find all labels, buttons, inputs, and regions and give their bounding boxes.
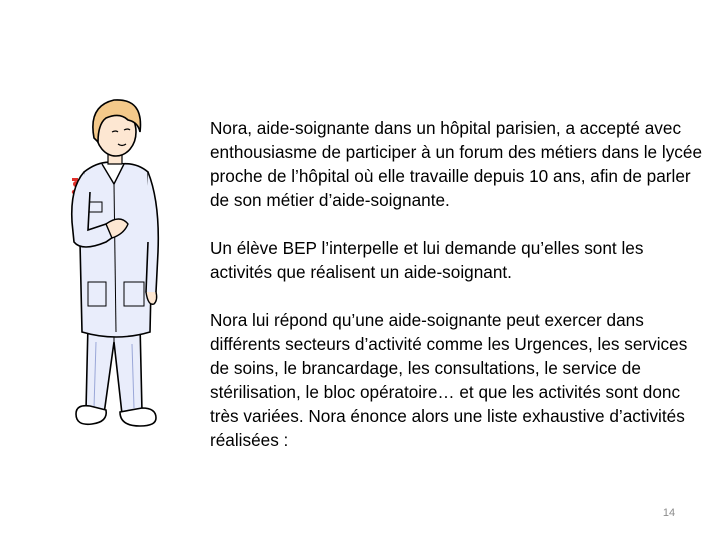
nurse-illustration — [62, 92, 172, 432]
right-shoe — [120, 408, 156, 426]
page-number: 14 — [662, 507, 676, 519]
paragraph-question: Un élève BEP l’interpelle et lui demande qu’elles sont les activités que réalisent un aide-soignant. — [210, 238, 644, 282]
paragraph-answer: Nora lui répond qu’une aide-soignante peut exercer dans différents secteurs d’activité comme les Urgences, les services de soins, le brancardage, les consultations, le service de stérilisation, le bloc opératoire… et que les activités sont donc très variées. Nora énonce alors une liste exhaustive d’activités réalisées : — [210, 310, 688, 450]
text-block — [210, 116, 706, 452]
paragraph-intro: Nora, aide-soignante dans un hôpital parisien, a accepté avec enthousiasme de participer à un forum des métiers dans le lycée proche de l’hôpital où elle travaille depuis 10 ans, afin de parler de son métier d’aide-soignante. — [210, 118, 703, 210]
left-shoe — [76, 406, 106, 425]
